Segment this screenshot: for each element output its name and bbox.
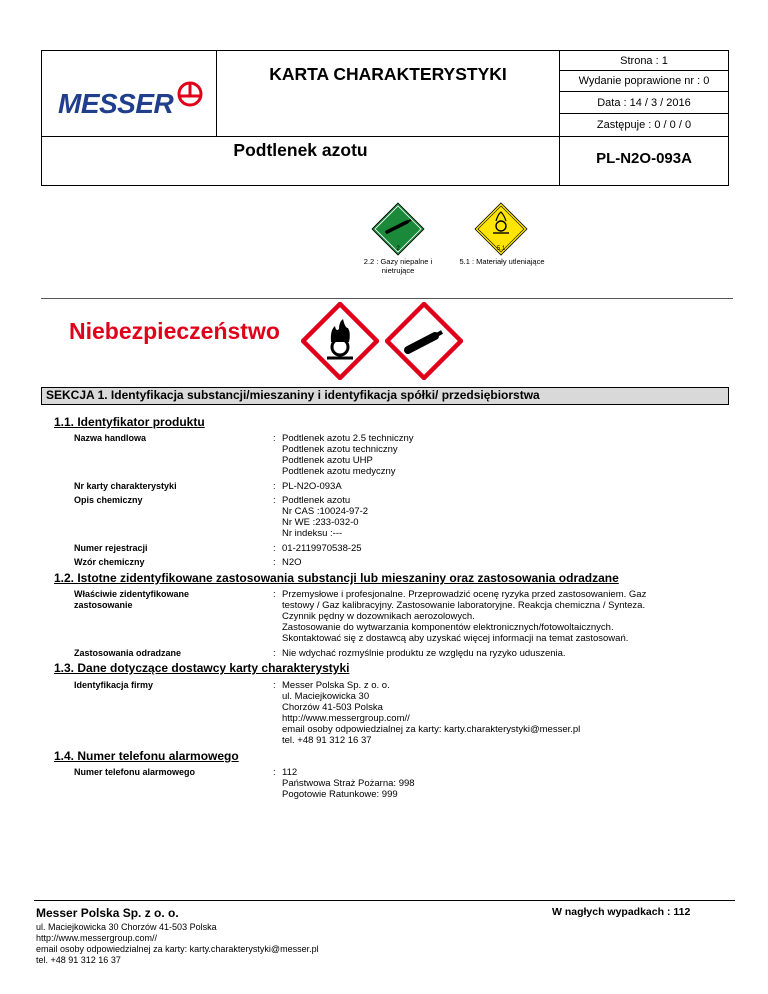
transport-label-2-2 bbox=[371, 202, 425, 256]
section-1-2-title: 1.2. Istotne zidentyfikowane zastosowania substancji lub mieszaniny oraz zastosowania odradzane bbox=[54, 571, 619, 585]
product-name: Podtlenek azotu bbox=[42, 137, 560, 185]
footer-divider bbox=[34, 900, 735, 901]
emergency-phone-value: : 112 Państwowa Straż Pożarna: 998 Pogotowie Ratunkowe: 999 bbox=[273, 767, 415, 800]
ghs-gas-cylinder-pictogram bbox=[385, 302, 463, 380]
transport-label-2-2-number: 2 bbox=[396, 246, 400, 252]
chemical-description-label: Opis chemiczny bbox=[74, 495, 143, 505]
footer-phone: tel. +48 91 312 16 37 bbox=[36, 955, 121, 965]
section-1-1-title: 1.1. Identyfikator produktu bbox=[54, 415, 205, 429]
product-code: PL-N2O-093A bbox=[596, 150, 692, 167]
uses-advised-against-value: : Nie wdychać rozmyślnie produktu ze względu na ryzyko uduszenia. bbox=[273, 648, 566, 659]
sds-number-label: Nr karty charakterystyki bbox=[74, 481, 177, 491]
footer-emergency: W nagłych wypadkach : 112 bbox=[552, 906, 691, 918]
emergency-phone-label: Numer telefonu alarmowego bbox=[74, 767, 196, 777]
supersedes: Zastępuje : 0 / 0 / 0 bbox=[596, 119, 692, 131]
ghs-oxidizer-pictogram bbox=[301, 302, 379, 380]
issue-date: Data : 14 / 3 / 2016 bbox=[560, 92, 728, 114]
sds-number-value: : PL-N2O-093A bbox=[273, 481, 342, 492]
transport-caption-2-2-line1: 2.2 : Gazy niepalne i bbox=[363, 257, 433, 266]
signal-word: Niebezpieczeństwo bbox=[69, 318, 280, 344]
footer-email: email osoby odpowiedzialnej za karty: karty.charakterystyki@messer.pl bbox=[36, 944, 319, 954]
registration-number-value: : 01-2119970538-25 bbox=[273, 543, 362, 554]
transport-caption-5-1: 5.1 : Materiały utleniające bbox=[459, 257, 545, 266]
identified-uses-label: Właściwie zidentyfikowane zastosowanie bbox=[74, 589, 190, 610]
footer-website: http://www.messergroup.com// bbox=[36, 933, 158, 943]
page-number: Strona : 1 bbox=[560, 51, 728, 71]
document-title: KARTA CHARAKTERYSTYKI bbox=[217, 51, 560, 136]
transport-label-5-1 bbox=[474, 202, 528, 256]
trade-name-value: : Podtlenek azotu 2.5 techniczny Podtlenek azotu techniczny Podtlenek azotu UHP Podtlenek azotu medyczny bbox=[273, 433, 414, 477]
revision-number: Wydanie poprawione nr : 0 bbox=[560, 71, 728, 92]
company-identification-value: : Messer Polska Sp. z o. o. ul. Maciejkowicka 30 Chorzów 41-503 Polska http://www.messergroup.com// email osoby odpowiedzialnej za karty: karty.charakterystyki@messer.pl tel. +48 91 312 16 37 bbox=[273, 680, 581, 746]
divider bbox=[41, 298, 733, 299]
company-identification-label: Identyfikacja firmy bbox=[74, 680, 154, 690]
identified-uses-value: : Przemysłowe i profesjonalne. Przeprowadzić ocenę ryzyka przed zastosowaniem. Gaz testowy / Gaz kalibracyjny. Zastosowanie laboratoryjne. Reakcja chemiczna / Synteza. Czynnik pędny w dozownikach aerozolowych. Zastosowanie do wytwarzania komponentów elektronicznych/fotowoltaicznych. Skontaktować się z dostawcą aby uzyskać więcej informacji na temat zastosowań. bbox=[273, 589, 647, 644]
footer-company: Messer Polska Sp. z o. o. bbox=[36, 906, 179, 920]
footer-address: ul. Maciejkowicka 30 Chorzów 41-503 Polska bbox=[36, 922, 217, 932]
transport-caption-2-2 bbox=[354, 257, 442, 275]
trade-name-label: Nazwa handlowa bbox=[74, 433, 147, 443]
transport-label-5-1-number: 5.1 bbox=[496, 246, 506, 252]
uses-advised-against-label: Zastosowania odradzane bbox=[74, 648, 182, 658]
chemical-description-value: : Podtlenek azotu Nr CAS :10024-97-2 Nr WE :233-032-0 Nr indeksu :--- bbox=[273, 495, 369, 539]
registration-number-label: Numer rejestracji bbox=[74, 543, 148, 553]
messer-logo-icon bbox=[176, 80, 204, 108]
transport-caption-2-2-line2: nietrujące bbox=[381, 266, 415, 275]
messer-logo: MESSER bbox=[58, 88, 174, 119]
chemical-formula-value: : N2O bbox=[273, 557, 302, 568]
section-1-4-title: 1.4. Numer telefonu alarmowego bbox=[54, 749, 239, 763]
chemical-formula-label: Wzór chemiczny bbox=[74, 557, 145, 567]
section-1-3-title: 1.3. Dane dotyczące dostawcy karty charakterystyki bbox=[54, 661, 350, 675]
section-1-heading: SEKCJA 1. Identyfikacja substancji/mieszaniny i identyfikacja spółki/ przedsiębiorstwa bbox=[41, 387, 729, 405]
